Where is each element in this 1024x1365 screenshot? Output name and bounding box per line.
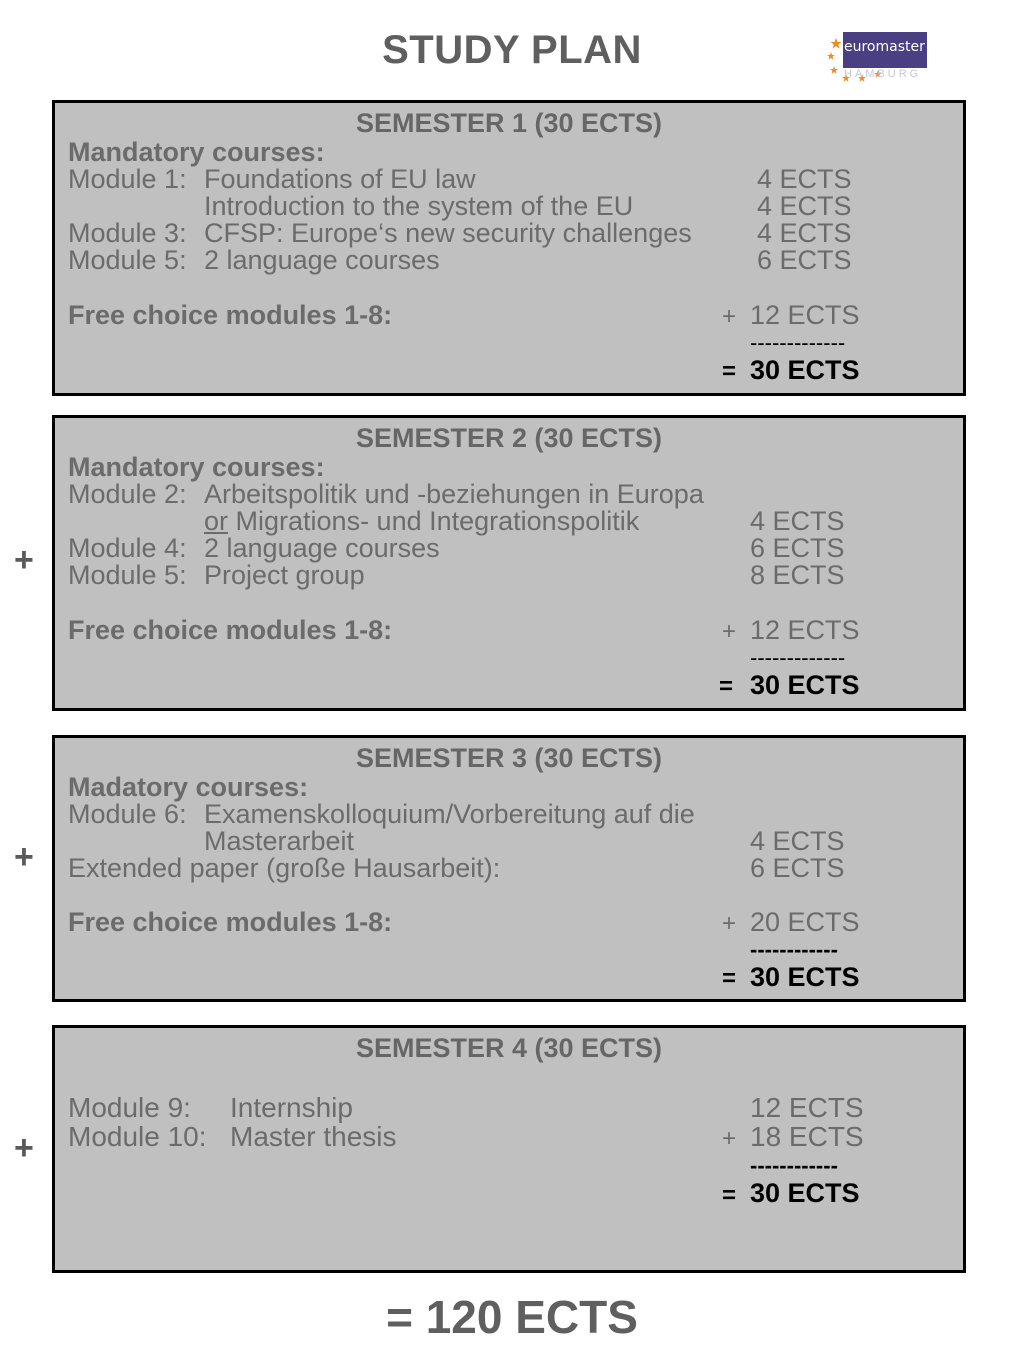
course-name: Arbeitspolitik und -beziehungen in Europa [204, 479, 704, 509]
semester-4-box [52, 1025, 966, 1273]
course-name: Project group [204, 560, 365, 590]
course-name-text: Migrations- und Integrationspolitik [228, 506, 640, 536]
free-choice-label: Free choice modules 1-8: [68, 300, 393, 330]
module-label: Module 2: [68, 479, 187, 509]
course-name: Internship [230, 1092, 353, 1123]
course-ects: 18 ECTS [750, 1121, 864, 1152]
course-ects: 4 ECTS [757, 191, 852, 221]
page-title: STUDY PLAN [382, 28, 642, 72]
free-choice-ects: 12 ECTS [750, 615, 860, 645]
course-ects: 6 ECTS [750, 533, 845, 563]
or-underlined: or [204, 506, 229, 536]
mandatory-label: Mandatory courses: [68, 452, 325, 482]
plus-connector: + [14, 838, 34, 876]
equals-sign: = [719, 673, 734, 700]
course-ects: 4 ECTS [750, 506, 845, 536]
course-name: 2 language courses [204, 245, 440, 275]
free-choice-label: Free choice modules 1-8: [68, 615, 393, 645]
semester-1-box [52, 100, 966, 396]
grand-total: = 120 ECTS [386, 1291, 638, 1343]
plus-sign: + [722, 618, 737, 645]
semester-sum: 30 ECTS [750, 355, 860, 385]
module-label: Extended paper (große Hausarbeit): [68, 853, 501, 883]
free-choice-ects: 20 ECTS [750, 907, 860, 937]
course-name: Foundations of EU law [204, 164, 476, 194]
sum-separator: ------------ [750, 1153, 838, 1178]
course-ects: 4 ECTS [757, 164, 852, 194]
logo-city: HAMBURG [844, 68, 922, 80]
semester-3-box [52, 735, 966, 1002]
plus-sign: + [722, 1125, 737, 1152]
sum-separator: ------------- [750, 645, 846, 670]
mandatory-label: Madatory courses: [68, 772, 309, 802]
course-ects: 4 ECTS [757, 218, 852, 248]
course-name: 2 language courses [204, 533, 440, 563]
course-name: Master thesis [230, 1121, 397, 1152]
mandatory-label: Mandatory courses: [68, 137, 325, 167]
equals-sign: = [722, 965, 737, 992]
free-choice-label: Free choice modules 1-8: [68, 907, 393, 937]
course-name: Examenskolloquium/Vorbereitung auf die [204, 799, 695, 829]
semester-sum: 30 ECTS [750, 962, 860, 992]
course-name: Introduction to the system of the EU [204, 191, 634, 221]
logo-name: euromaster [844, 39, 925, 55]
module-label: Module 1: [68, 164, 187, 194]
semester-heading: SEMESTER 2 (30 ECTS) [355, 423, 663, 453]
course-ects: 6 ECTS [750, 853, 845, 883]
sum-separator: ------------- [750, 330, 846, 355]
module-label: Module 9: [68, 1092, 191, 1123]
plus-sign: + [722, 303, 737, 330]
plus-sign: + [722, 910, 737, 937]
course-ects: 12 ECTS [750, 1092, 864, 1123]
semester-2-box [52, 415, 966, 711]
course-name: Masterarbeit [204, 826, 355, 856]
euromaster-logo [826, 30, 936, 82]
module-label: Module 4: [68, 533, 187, 563]
module-label: Module 5: [68, 560, 187, 590]
semester-sum: 30 ECTS [750, 670, 860, 700]
semester-heading: SEMESTER 3 (30 ECTS) [355, 743, 663, 773]
course-ects: 6 ECTS [757, 245, 852, 275]
sum-separator: ------------ [750, 937, 838, 962]
module-label: Module 6: [68, 799, 187, 829]
free-choice-ects: 12 ECTS [750, 300, 860, 330]
course-name [204, 508, 639, 535]
equals-sign: = [722, 1182, 737, 1209]
semester-heading: SEMESTER 1 (30 ECTS) [355, 108, 663, 138]
semester-heading: SEMESTER 4 (30 ECTS) [355, 1033, 663, 1063]
module-label: Module 5: [68, 245, 187, 275]
course-ects: 4 ECTS [750, 826, 845, 856]
plus-connector: + [14, 541, 34, 579]
plus-connector: + [14, 1129, 34, 1167]
course-name: CFSP: Europe‘s new security challenges [204, 218, 692, 248]
module-label: Module 10: [68, 1121, 207, 1152]
module-label: Module 3: [68, 218, 187, 248]
course-ects: 8 ECTS [750, 560, 845, 590]
equals-sign: = [722, 358, 737, 385]
semester-sum: 30 ECTS [750, 1178, 860, 1208]
